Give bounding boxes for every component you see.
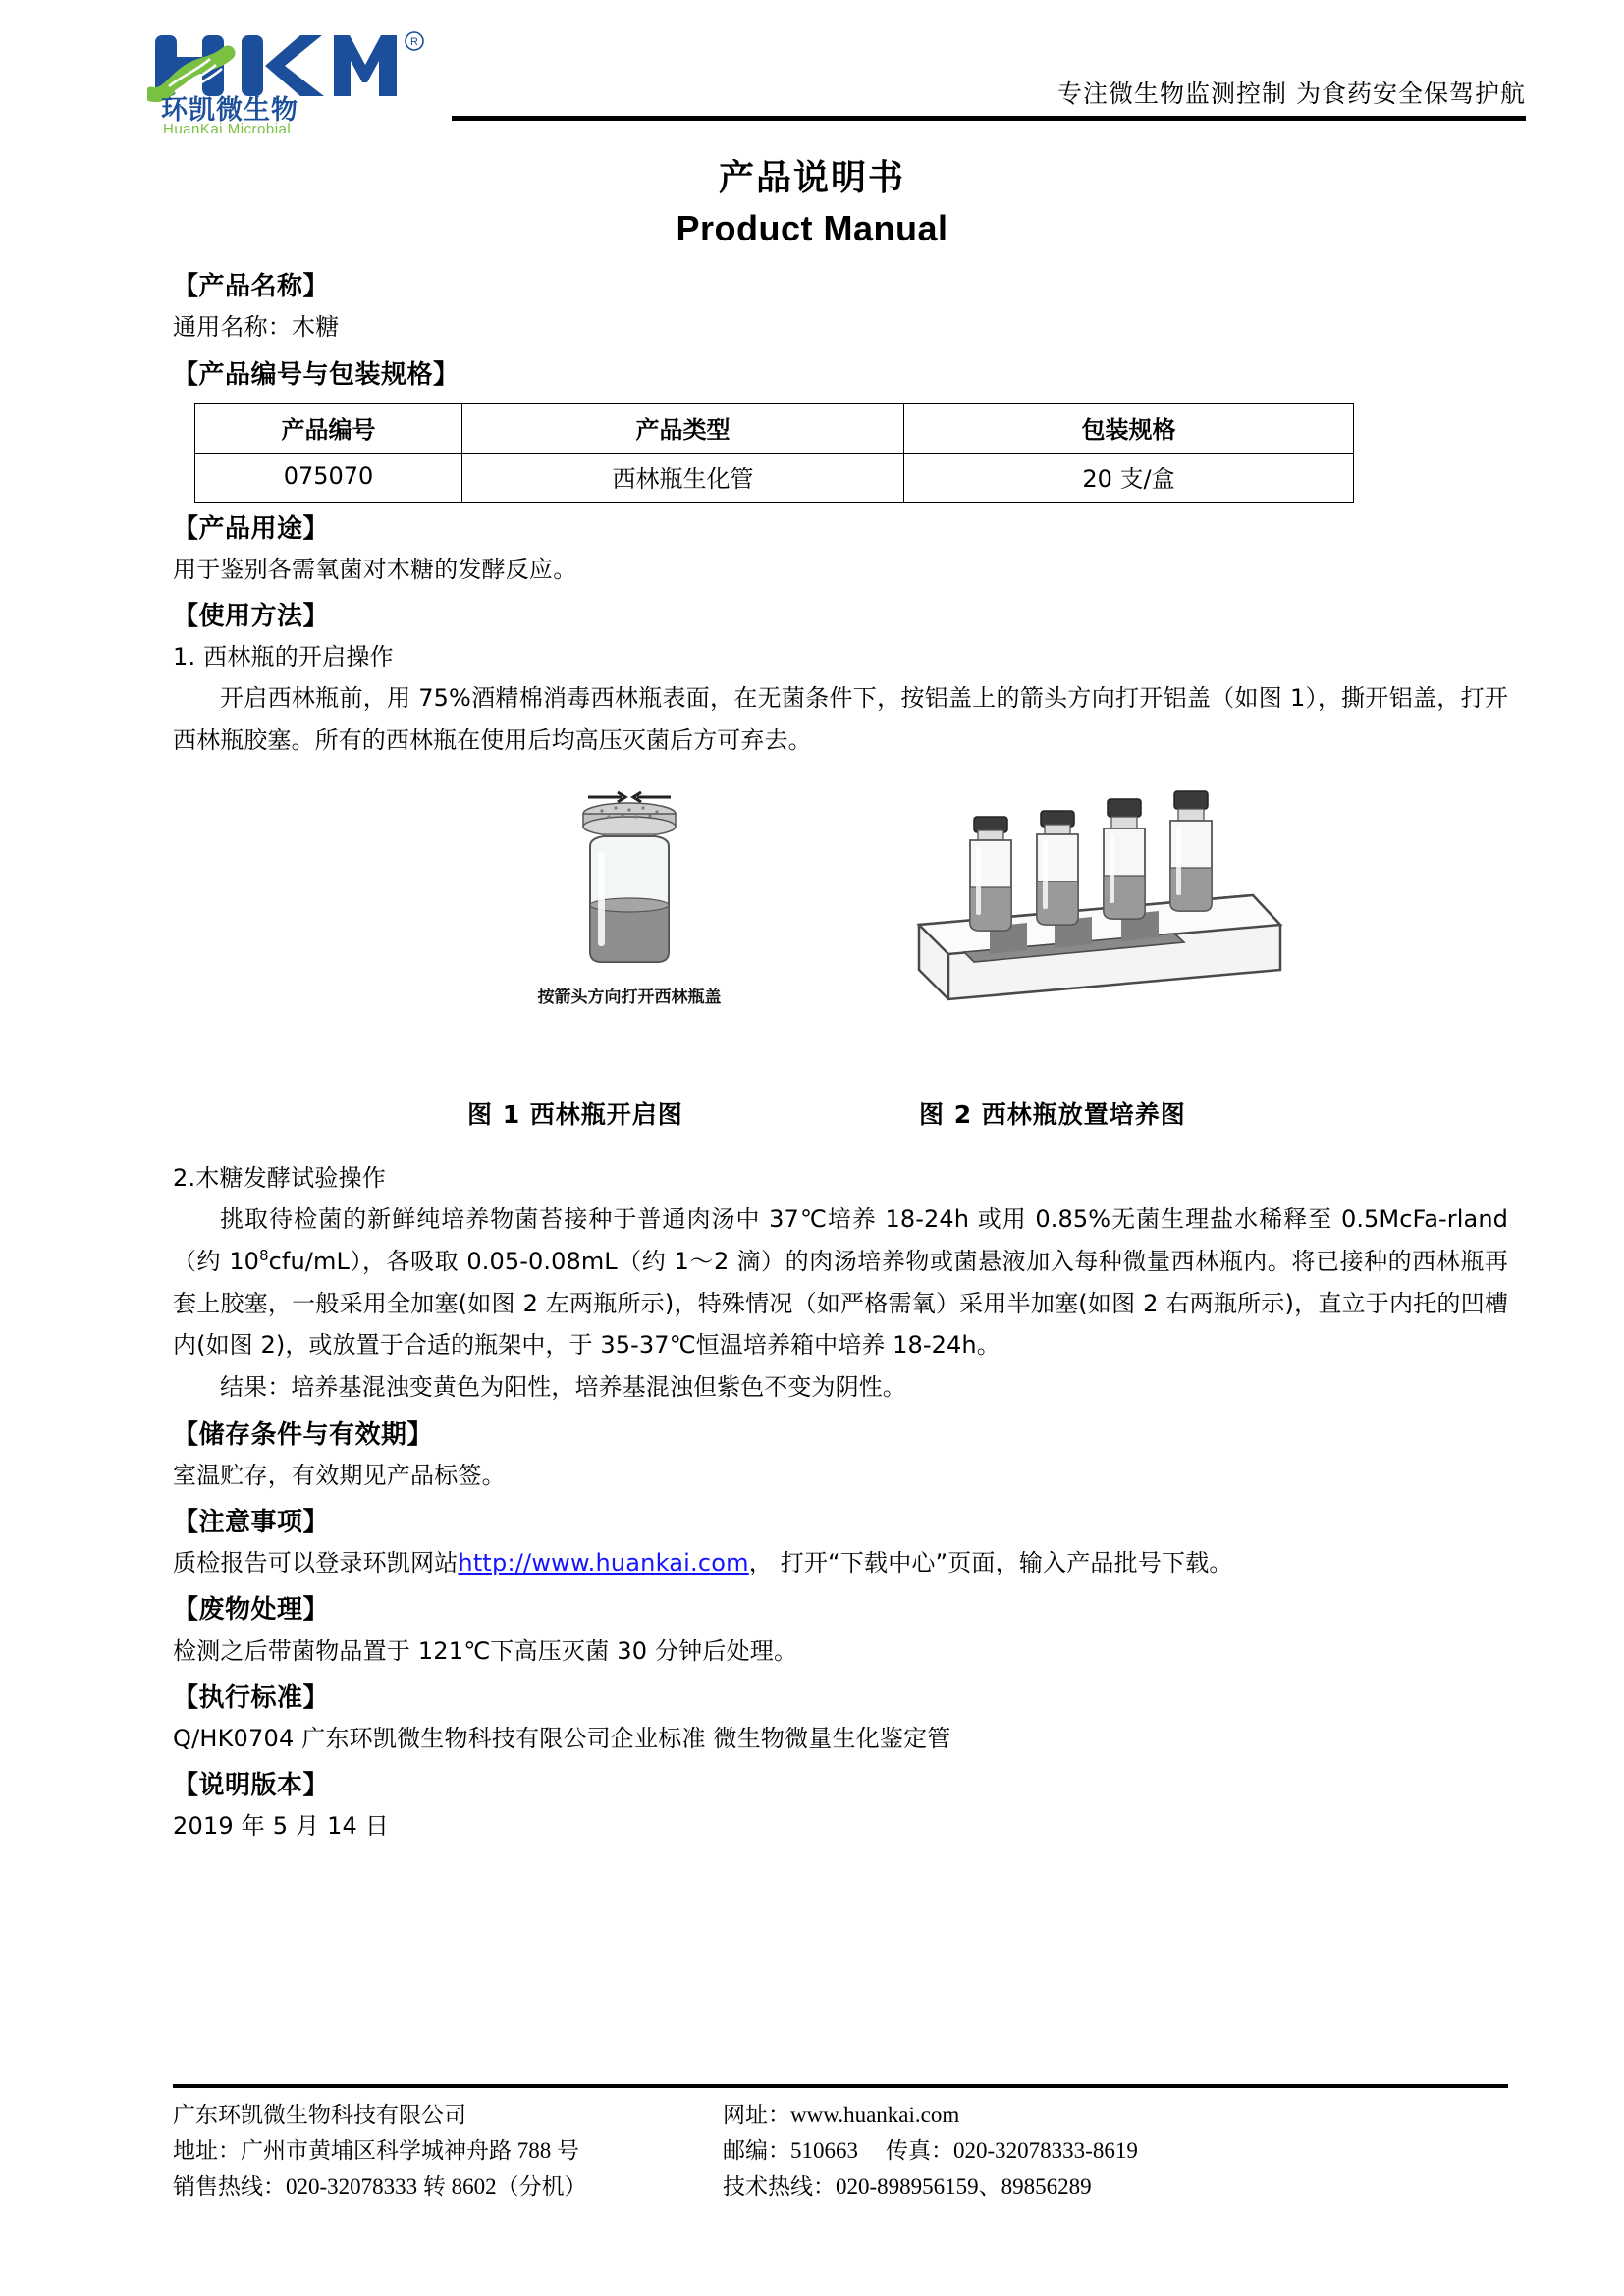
figure-1 <box>467 787 791 1007</box>
figure-1-caption: 图 1 西林瓶开启图 <box>467 1099 683 1129</box>
section-heading-notes: 【注意事项】 <box>173 1508 330 1538</box>
title-english: Product Manual <box>676 207 948 248</box>
vial-opening-illustration-icon <box>531 787 728 974</box>
notes-text <box>173 1543 1508 1583</box>
figure-2 <box>880 777 1292 1008</box>
method-step2-exponent: 8 <box>259 1246 269 1264</box>
svg-text:R: R <box>410 36 418 48</box>
table-header-package-spec: 包装规格 <box>904 403 1354 453</box>
huankai-website-link[interactable]: http://www.huankai.com <box>458 1549 749 1577</box>
footer-postcode-fax <box>723 2133 1508 2169</box>
page-footer <box>173 2084 1508 2206</box>
svg-text:HuanKai Microbial: HuanKai Microbial <box>163 121 292 135</box>
header-tagline: 专注微生物监测控制 为食药安全保驾护航 <box>1057 80 1526 108</box>
method-step2-paragraph <box>173 1199 1508 1366</box>
method-step2-text-a: 挑取待检菌的新鲜纯培养物菌苔接种于普通肉汤中 37℃培养 18-24h 或用 0.85%无菌生理盐水稀释至 0.5McFa-rland（约 10 <box>173 1205 1508 1275</box>
storage-text: 室温贮存，有效期见产品标签。 <box>173 1461 506 1489</box>
section-heading-waste: 【废物处理】 <box>173 1595 330 1626</box>
table-header-row <box>195 403 1354 453</box>
company-logo <box>147 26 452 135</box>
vial-rack-incubation-illustration-icon <box>880 777 1292 1003</box>
figure-2-caption: 图 2 西林瓶放置培养图 <box>919 1099 1186 1129</box>
standard-text: Q/HK0704 广东环凯微生物科技有限公司企业标准 微生物微量生化鉴定管 <box>173 1724 951 1752</box>
footer-left-column <box>173 2098 723 2206</box>
spec-table <box>194 403 1354 503</box>
header-divider <box>452 116 1526 121</box>
title-chinese: 产品说明书 <box>718 158 905 198</box>
usage-text: 用于鉴别各需氧菌对木糖的发酵反应。 <box>173 555 577 583</box>
figure-captions <box>173 1095 1508 1135</box>
footer-divider <box>173 2084 1508 2088</box>
section-heading-code-spec: 【产品编号与包装规格】 <box>173 359 460 390</box>
cell-product-code: 075070 <box>195 453 462 502</box>
waste-text: 检测之后带菌物品置于 121℃下高压灭菌 30 分钟后处理。 <box>173 1636 798 1665</box>
footer-website: 网址：www.huankai.com <box>723 2102 960 2127</box>
table-header-product-type: 产品类型 <box>462 403 904 453</box>
footer-postcode: 邮编：510663 <box>723 2138 858 2163</box>
method-step1-paragraph: 开启西林瓶前，用 75%酒精棉消毒西林瓶表面，在无菌条件下，按铝盖上的箭头方向打开铝盖（如图 1），撕开铝盖，打开西林瓶胶塞。所有的西林瓶在使用后均高压灭菌后方可弃去。 <box>173 684 1508 755</box>
notes-text-b: ， 打开“下载中心”页面，输入产品批号下载。 <box>748 1549 1233 1577</box>
method-step1-title: 1. 西林瓶的开启操作 <box>173 643 394 671</box>
footer-fax: 传真：020-32078333-8619 <box>886 2138 1138 2163</box>
section-heading-usage: 【产品用途】 <box>173 513 330 544</box>
footer-right-column <box>723 2098 1508 2206</box>
figure-1-arrow-label: 按箭头方向打开西林瓶盖 <box>537 987 722 1007</box>
section-heading-standard: 【执行标准】 <box>173 1682 330 1713</box>
product-generic-name: 通用名称：木糖 <box>173 313 340 342</box>
page-header <box>0 0 1624 137</box>
page-title <box>0 155 1624 252</box>
section-heading-version: 【说明版本】 <box>173 1771 330 1801</box>
hkm-logo-icon <box>147 26 452 135</box>
version-text: 2019 年 5 月 14 日 <box>173 1812 390 1841</box>
method-step2-title: 2.木糖发酵试验操作 <box>173 1163 386 1192</box>
footer-tech-hotline: 技术热线：020-898956159、89856289 <box>723 2174 1092 2200</box>
table-header-product-code: 产品编号 <box>195 403 462 453</box>
section-heading-product-name: 【产品名称】 <box>173 272 330 302</box>
notes-text-a: 质检报告可以登录环凯网站 <box>173 1549 459 1577</box>
method-result-line: 结果：培养基混浊变黄色为阳性，培养基混浊但紫色不变为阴性。 <box>220 1373 906 1401</box>
method-step2-text-b: cfu/mL），各吸取 0.05-0.08mL（约 1～2 滴）的肉汤培养物或菌悬液加入每种微量西林瓶内。将已接种的西林瓶再套上胶塞，一般采用全加塞(如图 2 左两瓶所示)，特殊情况（如严格需氧）采用半加塞(如图 2 右两瓶所示)，直立于内托的凹槽内(如图 2)，或放置于合适的瓶架中，于 35-37℃恒温培养箱中培养 18-24h。 <box>173 1247 1508 1360</box>
svg-text:环凯微生物: 环凯微生物 <box>161 95 298 126</box>
cell-package-spec: 20 支/盒 <box>904 453 1354 502</box>
cell-product-type: 西林瓶生化管 <box>462 453 904 502</box>
document-body <box>0 266 1624 1846</box>
footer-company: 广东环凯微生物科技有限公司 <box>173 2102 466 2127</box>
header-tagline-wrap <box>452 26 1526 110</box>
section-heading-method: 【使用方法】 <box>173 602 330 632</box>
footer-sales-hotline: 销售热线：020-32078333 转 8602（分机） <box>173 2174 587 2200</box>
footer-address: 地址：广州市黄埔区科学城神舟路 788 号 <box>173 2138 579 2163</box>
figure-area <box>173 787 1508 1082</box>
table-row <box>195 453 1354 502</box>
section-heading-storage: 【储存条件与有效期】 <box>173 1419 434 1450</box>
